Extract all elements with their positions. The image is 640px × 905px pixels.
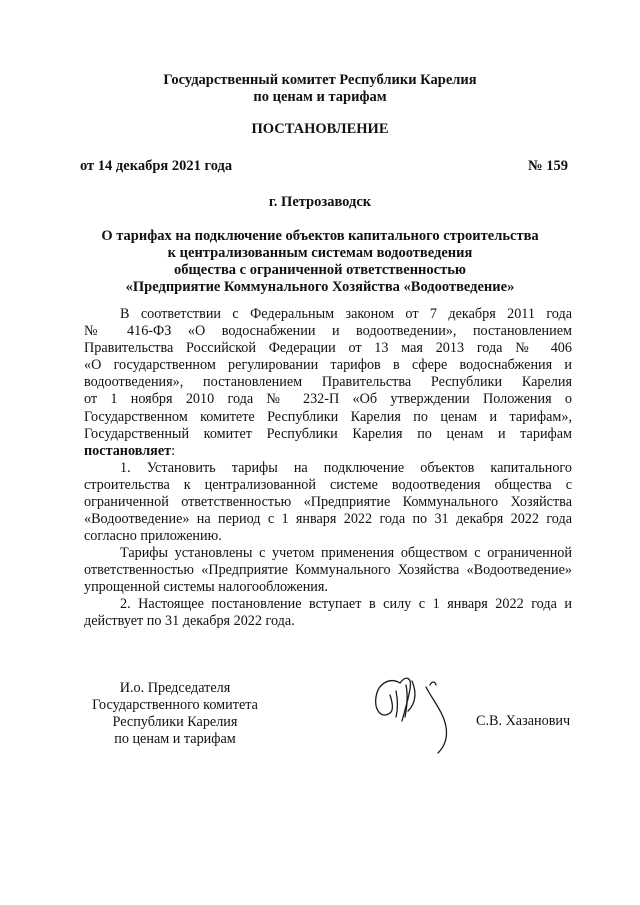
title-line3: общества с ограниченной ответственностью (174, 262, 466, 278)
preamble-line: водоотведения», постановлением Правительства Республики Карелия (84, 374, 572, 391)
title-line2: к централизованным системам водоотведения (167, 245, 473, 261)
item-1-line: «Водоотведение» на период с 1 января 2022 года по 31 декабря 2022 года (84, 511, 572, 528)
preamble-line: В соответствии с Федеральным законом от 7 декабря 2011 года (120, 306, 572, 322)
city: г. Петрозаводск (268, 194, 372, 210)
signatory-position (60, 680, 290, 748)
resolves-word: постановляет (84, 442, 172, 459)
preamble-paragraph (84, 306, 572, 460)
item-2-paragraph (84, 596, 572, 630)
position-line1: И.о. Председателя (119, 680, 231, 696)
document-date: от 14 декабря 2021 года (80, 158, 233, 174)
preamble-line: Государственный комитет Республики Карелия по ценам и тарифам (84, 425, 572, 442)
item-2-line: 2. Настоящее постановление вступает в силу с 1 января 2022 года и (120, 596, 572, 612)
signatory-name: С.В. Хазанович (476, 713, 571, 729)
title-line1: О тарифах на подключение объектов капитального строительства (101, 228, 539, 244)
tax-note-paragraph (84, 545, 572, 596)
title-line4: «Предприятие Коммунального Хозяйства «Водоотведение» (125, 279, 515, 295)
preamble-line: от 1 ноября 2010 года № 232-П «Об утверждении Положения о (84, 391, 572, 408)
tax-note-line: упрощенной системы налогообложения. (84, 579, 328, 596)
position-line3: Республики Карелия (112, 714, 238, 730)
item-1-paragraph (84, 460, 572, 545)
org-name-line2: по ценам и тарифам (253, 89, 387, 105)
item-1-line: строительства к централизованной системе водоотведения общества с (84, 477, 572, 494)
resolves-colon: : (171, 442, 176, 459)
position-line2: Государственного комитета (92, 697, 258, 713)
document-type: ПОСТАНОВЛЕНИЕ (251, 121, 389, 137)
handwritten-signature (360, 655, 470, 765)
preamble-line: Государственном комитете Республики Карелия по ценам и тарифам», (84, 408, 572, 425)
resolves-line (84, 443, 572, 460)
item-1-line: ограниченной ответственностью «Предприятие Коммунального Хозяйства (84, 494, 572, 511)
item-1-line: согласно приложению. (84, 528, 222, 545)
position-line4: по ценам и тарифам (114, 731, 236, 747)
preamble-line: Правительства Российской Федерации от 13 мая 2013 года № 406 (84, 340, 572, 357)
preamble-line: № 416-ФЗ «О водоснабжении и водоотведении», постановлением (84, 323, 572, 340)
tax-note-line: ответственностью «Предприятие Коммунального Хозяйства «Водоотведение» (84, 562, 572, 579)
item-1-line: 1. Установить тарифы на подключение объектов капитального (120, 460, 572, 476)
org-name-line1: Государственный комитет Республики Карелия (163, 72, 477, 88)
preamble-line: «О государственном регулировании тарифов в сфере водоснабжения и (84, 357, 572, 374)
document-number: № 159 (528, 158, 568, 174)
tax-note-line: Тарифы установлены с учетом применения обществом с ограниченной (120, 545, 572, 561)
item-2-line: действует по 31 декабря 2022 года. (84, 613, 295, 630)
